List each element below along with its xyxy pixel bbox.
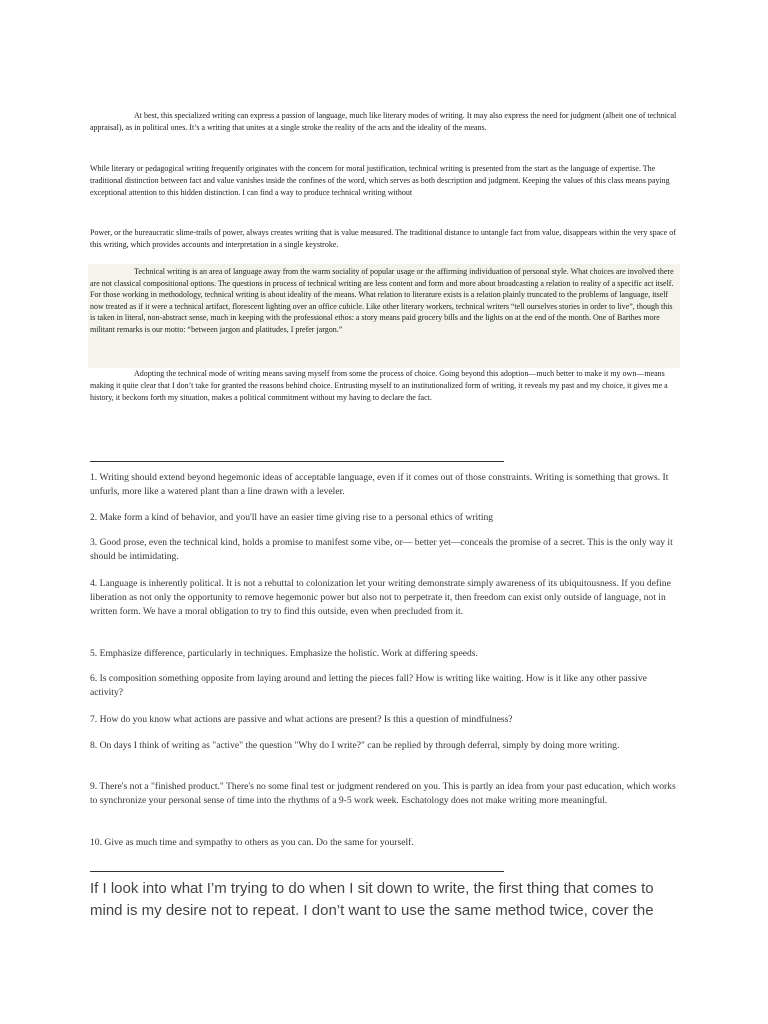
closing-paragraph: If I look into what I’m trying to do when I sit down to write, the first thing that comes to mind is my desire not to repeat. I don’t want to use the same method twice, cover the xyxy=(90,880,654,919)
paragraph-expertise: While literary or pedagogical writing frequently originates with the concern for moral justification, technical writing is presented from the start as the language of expertise. The traditional distinction between fact and value vanishes inside the confines of the word, which serves as both description and judgment. Keeping the values of this class means paying exceptional attention to this hidden distinction. I can find a way to produce technical writing without xyxy=(90,164,670,197)
list-item: 2. Make form a kind of behavior, and you'll have an easier time giving rise to a personal ethics of writing xyxy=(90,512,494,523)
section-divider-top xyxy=(90,461,504,462)
list-item: 4. Language is inherently political. It is not a rebuttal to colonization let your writing demonstrate simply awareness of its ubiquitousness. If you define liberation as not only the opportunity to remove hegemonic power but also not to perpetrate it, then freedom can exist only outside of language, not in written form. We have a moral obligation to try to find this outside, even when precluded from it. xyxy=(90,578,671,617)
section-divider-bottom xyxy=(90,871,504,872)
block-quote: Technical writing is an area of language away from the warm sociality of popular usage or the affirming individuation of personal style. What choices are involved there are not classical compositional options. The questions in process of technical writing are less content and form and more about broadcasting a relation to reality of a specific act itself. For those working in methodology, technical writing is about ideality of the means. What relation to literature exists is a relation plainly truncated to the problems of language, itself now treated as if it were a technical artifact, florescent lighting over an office cubicle. Like other literary workers, technical writers “tell ourselves stories in order to live”, though this is taken in literal, non-abstract sense, much in keeping with the professional ethos: a story means paid grocery bills and the lights on at the end of the month. One of Barthes more militant remarks is our motto: “between jargon and platitudes, I prefer jargon.” xyxy=(90,267,674,334)
paragraph-best-case: At best, this specialized writing can express a passion of language, much like literary modes of writing. It may also express the need for judgment (albeit one of technical appraisal), as in political ones. It’s a writing that unites at a single stroke the reality of the acts and the ideality of the means. xyxy=(90,111,677,132)
list-item: 7. How do you know what actions are passive and what actions are present? Is this a question of mindfulness? xyxy=(90,714,513,725)
list-item: 5. Emphasize difference, particularly in techniques. Emphasize the holistic. Work at differing speeds. xyxy=(90,648,478,659)
list-item: 6. Is composition something opposite from laying around and letting the pieces fall? How is writing like waiting. How is it like any other passive activity? xyxy=(90,673,647,698)
list-item: 8. On days I think of writing as "active" the question "Why do I write?" can be replied by through deferral, simply by doing more writing. xyxy=(90,740,620,751)
paragraph-power: Power, or the bureaucratic slime-trails of power, always creates writing that is value measured. The traditional distance to untangle fact from value, disappears within the very space of this writing, which provides accounts and interpretation in a single keystroke. xyxy=(90,228,676,249)
list-item: 1. Writing should extend beyond hegemonic ideas of acceptable language, even if it comes out of those constraints. Writing is something that grows. It unfurls, more like a watered plant than a line drawn with a leveler. xyxy=(90,472,669,497)
list-item: 10. Give as much time and sympathy to others as you can. Do the same for yourself. xyxy=(90,837,414,848)
paragraph-adopting: Adopting the technical mode of writing means saving myself from some the process of choice. Going beyond this adoption—much better to make it my own—means making it quite clear that I don’t take for granted the reasons behind choice. Entrusting myself to an institutionalized form of writing, it reveals my past and my choice, it gives me a history, it beckons forth my situation, makes a political commitment without my having to declare the fact. xyxy=(90,369,668,402)
list-item: 3. Good prose, even the technical kind, holds a promise to manifest some vibe, or— better yet—conceals the promise of a secret. This is the only way it should be intimidating. xyxy=(90,537,673,562)
list-item: 9. There's not a "finished product." There's no some final test or judgment rendered on you. This is partly an idea from your past education, which works to synchronize your personal sense of time into the rhythms of a 9-5 work week. Eschatology does not make writing more meaningful. xyxy=(90,781,676,806)
